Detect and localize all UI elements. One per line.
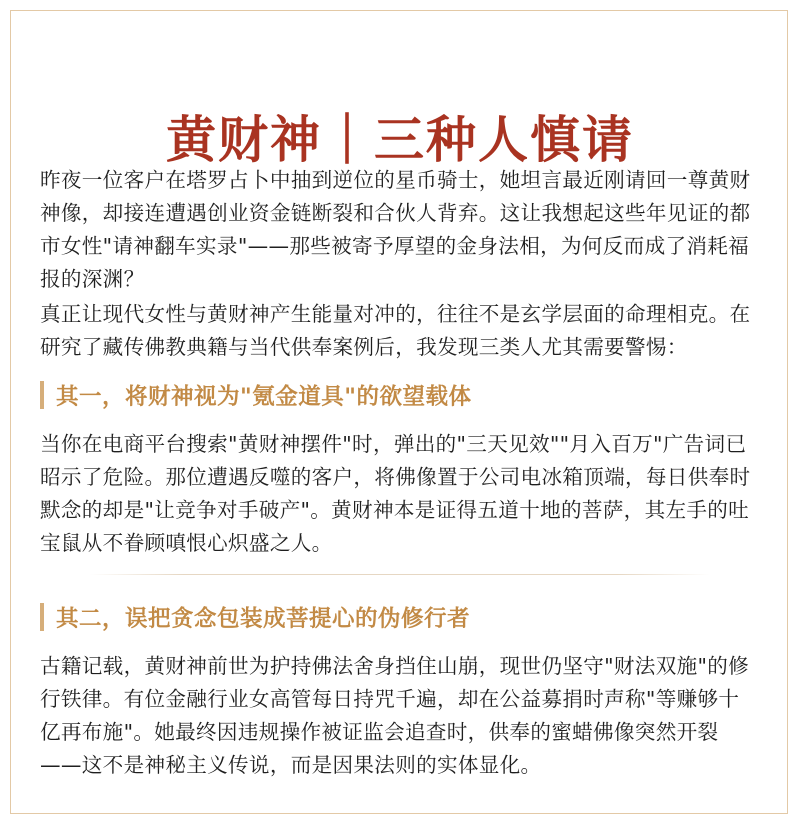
section-1-heading (40, 378, 471, 412)
section-1-accent-bar (40, 381, 44, 409)
section-2-heading-text: 其二，误把贪念包装成菩提心的伪修行者 (56, 606, 471, 632)
section-2-heading (40, 600, 470, 634)
intro-paragraph-2: 真正让现代女性与黄财神产生能量对冲的，往往不是玄学层面的命理相克。在研究了藏传佛教典籍与当代供奉案例后，我发现三类人尤其需要警惕： (40, 302, 751, 359)
section-2-body: 古籍记载，黄财神前世为护持佛法舍身挡住山崩，现世仍坚守"财法双施"的修行铁律。有位金融行业女高管每日持咒千遍，却在公益募捐时声称"等赚够十亿再布施"。她最终因违规操作被证监会追查时，供奉的蜜蜡佛像突然开裂——这不是神秘主义传说，而是因果法则的实体显化。 (40, 654, 750, 777)
section-1-body: 当你在电商平台搜索"黄财神摆件"时，弹出的"三天见效""月入百万"广告词已昭示了危险。那位遭遇反噬的客户，将佛像置于公司电冰箱顶端，每日供奉时默念的却是"让竞争对手破产"。黄财神本是证得五道十地的菩萨，其左手的吐宝鼠从不眷顾嗔恨心炽盛之人。 (40, 432, 751, 555)
page-title: 黄财神｜三种人慎请 (166, 110, 634, 169)
section-2-accent-bar (40, 603, 44, 631)
section-1-heading-text: 其一，将财神视为"氪金道具"的欲望载体 (56, 384, 472, 410)
section-divider (90, 574, 710, 575)
intro-paragraph-1: 昨夜一位客户在塔罗占卜中抽到逆位的星币骑士，她坦言最近刚请回一尊黄财神像，却接连遭遇创业资金链断裂和合伙人背弃。这让我想起这些年见证的都市女性"请神翻车实录"——那些被寄予厚望的金身法相，为何反而成了消耗福报的深渊？ (40, 168, 751, 291)
